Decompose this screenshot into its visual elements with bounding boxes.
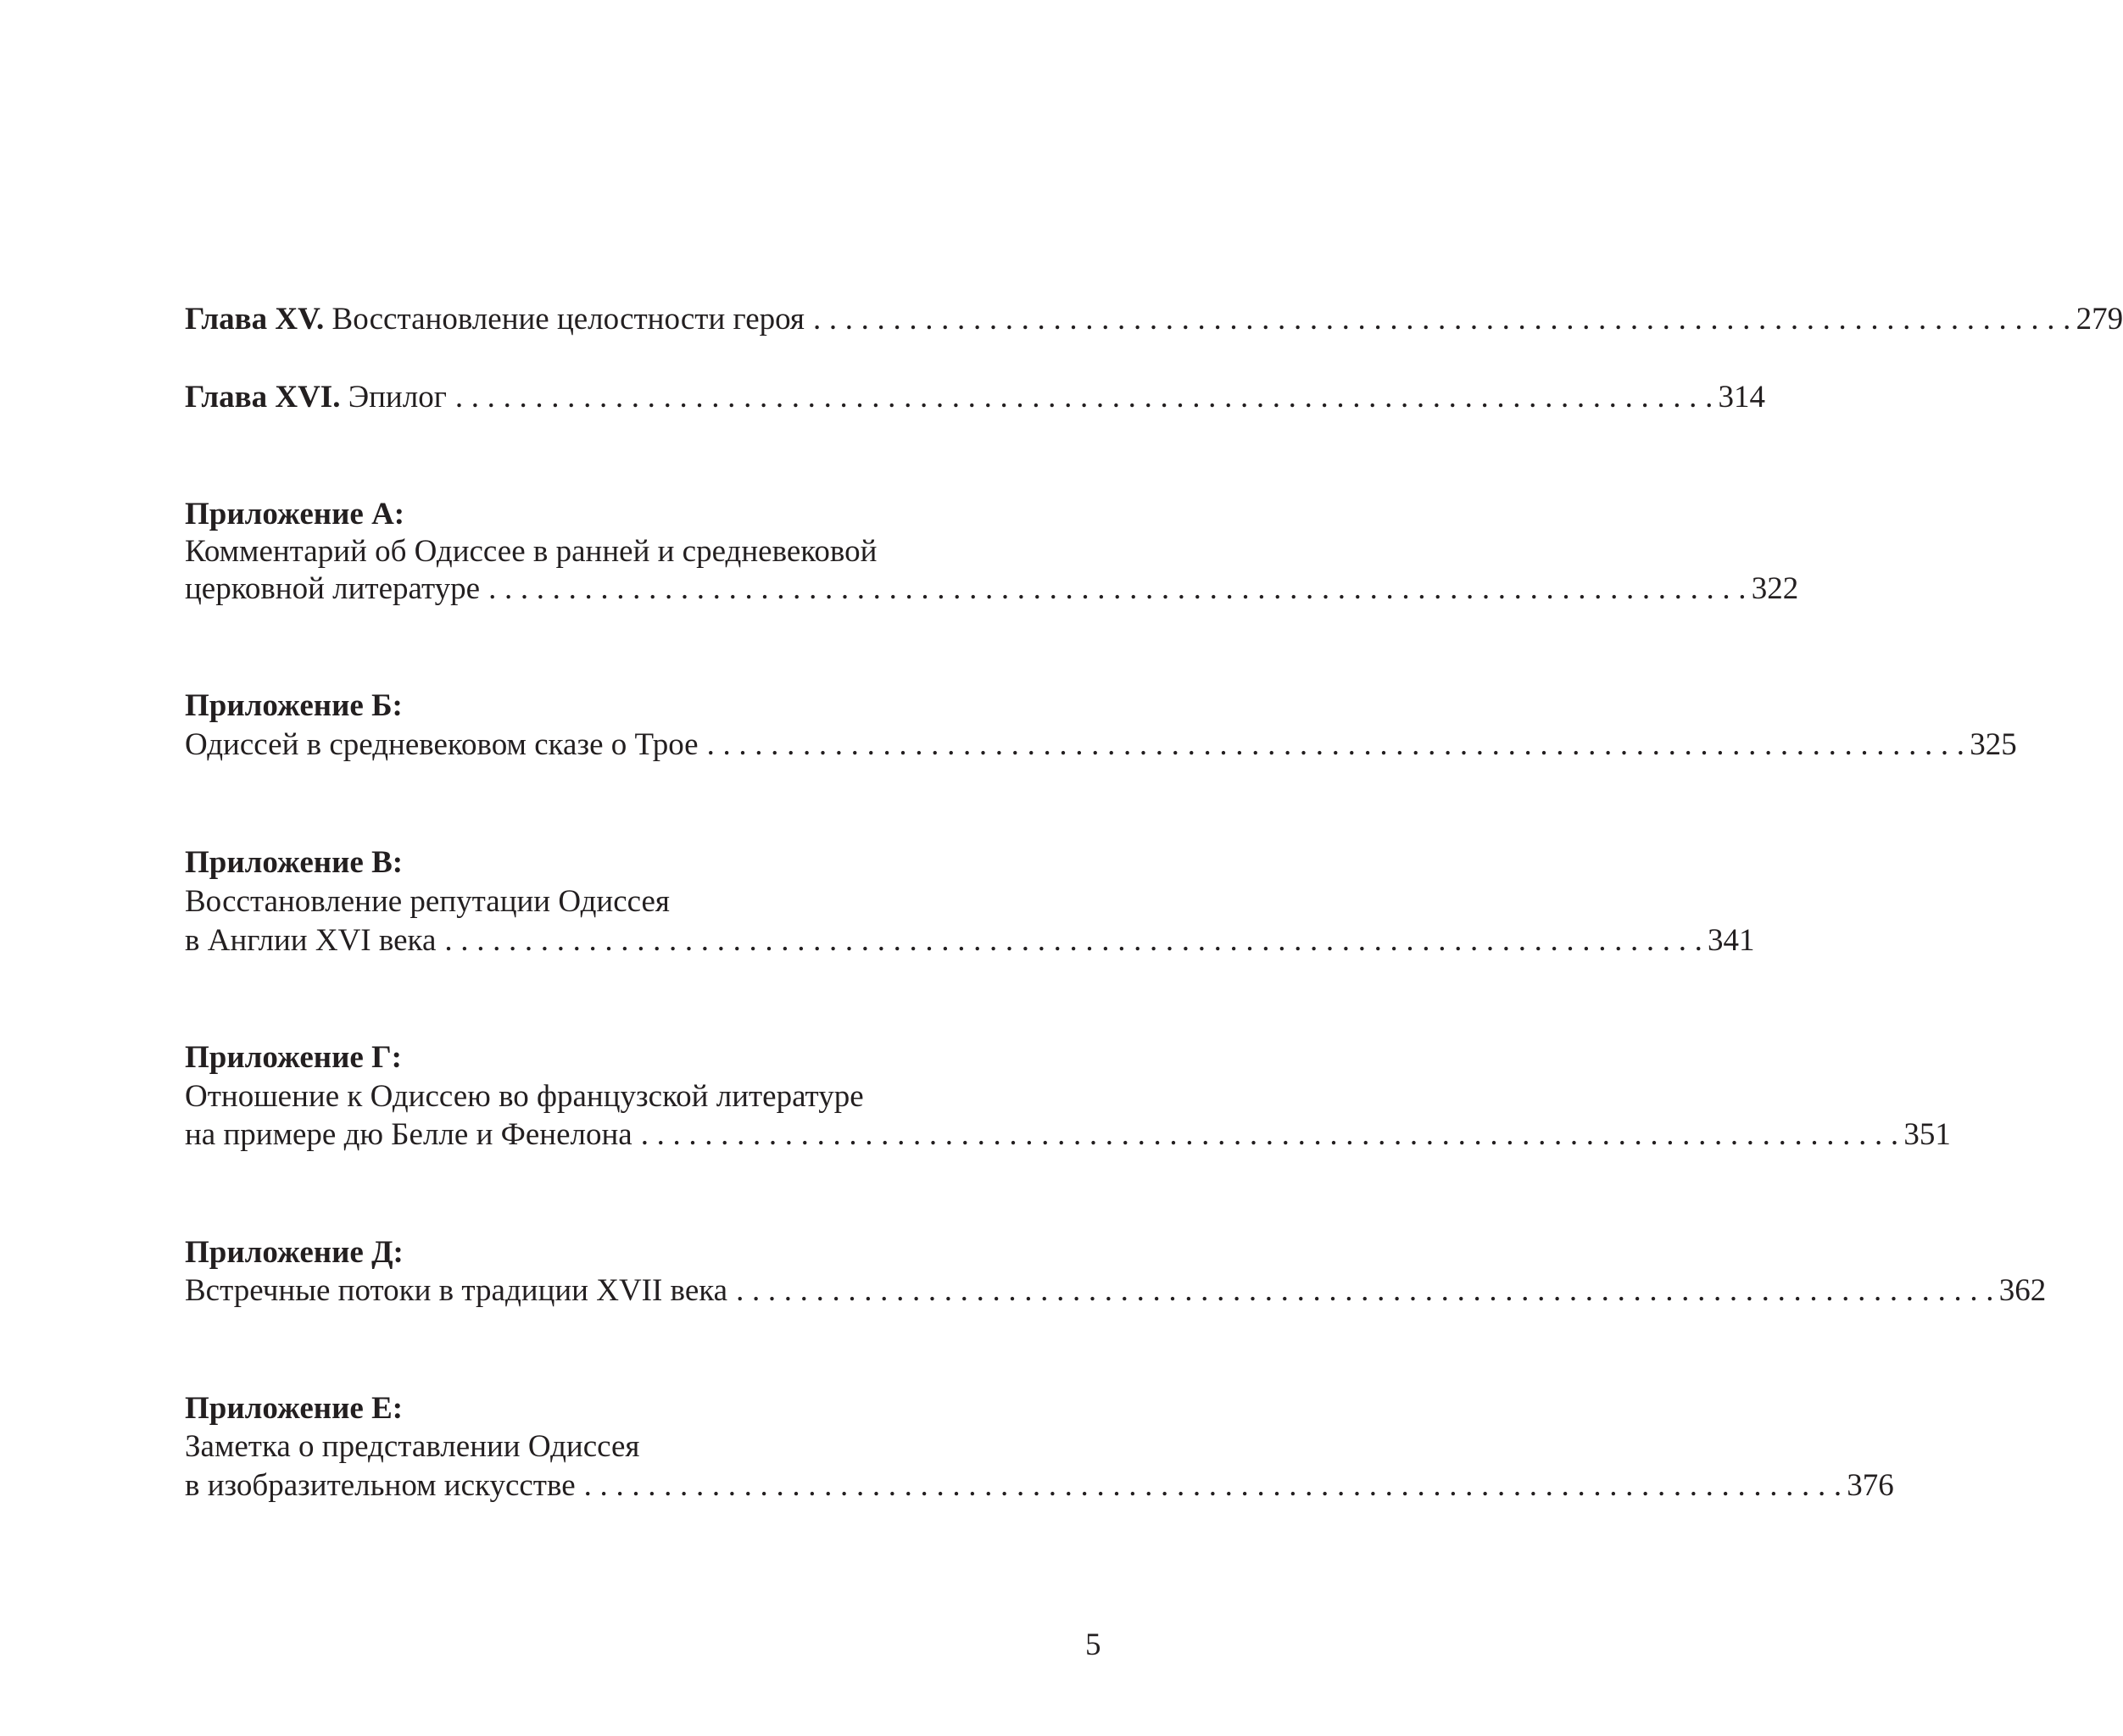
toc-entry-appendix-d-label: Приложение Д: xyxy=(185,1235,404,1270)
toc-entry-appendix-b[interactable] xyxy=(185,726,2017,765)
toc-entry-chapter-15[interactable] xyxy=(185,300,2123,339)
toc-entry-title: церковной литературе xyxy=(185,571,481,606)
toc-entry-chapter-16[interactable] xyxy=(185,378,1766,417)
toc-entry-title: Одиссей в средневековом сказе о Трое xyxy=(185,727,699,762)
toc-entry-appendix-e-title: Заметка о представлении Одиссея xyxy=(185,1429,640,1464)
toc-entry-page: 279 xyxy=(2076,302,2123,337)
toc-entry-appendix-e-label: Приложение Е: xyxy=(185,1391,404,1426)
toc-entry-page: 362 xyxy=(1998,1273,2047,1308)
dot-leader: . . . . . . . . . . . . . . . . . . . . . . . . . . . . . . . . . . . . . . . . . . . . . . . . . . . . . . . . . . . . . . . . . . . . . . . . . . . . . . . xyxy=(488,571,1747,606)
toc-entry-page: 322 xyxy=(1751,571,1799,606)
toc-entry-page: 341 xyxy=(1708,923,1755,958)
toc-entry-page: 325 xyxy=(1970,727,2017,762)
toc-entry-appendix-d[interactable] xyxy=(185,1271,2047,1310)
toc-entry-page: 376 xyxy=(1847,1468,1894,1503)
toc-entry-appendix-v[interactable] xyxy=(185,921,1755,960)
toc-entry-appendix-a-label: Приложение А: xyxy=(185,497,405,531)
dot-leader: . . . . . . . . . . . . . . . . . . . . . . . . . . . . . . . . . . . . . . . . . . . . . . . . . . . . . . . . . . . . . . . . . . . . . . . . . . . . . . . xyxy=(736,1273,1994,1308)
dot-leader: . . . . . . . . . . . . . . . . . . . . . . . . . . . . . . . . . . . . . . . . . . . . . . . . . . . . . . . . . . . . . . . . . . . . . . . . . . . . . . . xyxy=(812,302,2071,337)
toc-entry-title: Восстановление целостности героя xyxy=(332,302,805,337)
toc-entry-appendix-a-title: Комментарий об Одиссее в ранней и средневековой xyxy=(185,534,878,569)
toc-entry-title: в изобразительном искусстве xyxy=(185,1468,576,1503)
dot-leader: . . . . . . . . . . . . . . . . . . . . . . . . . . . . . . . . . . . . . . . . . . . . . . . . . . . . . . . . . . . . . . . . . . . . . . . . . . . . . . . xyxy=(444,923,1703,958)
toc-entry-page: 314 xyxy=(1718,380,1766,415)
toc-entry-title: Встречные потоки в традиции XVII века xyxy=(185,1273,728,1308)
toc-entry-label: Глава XVI. xyxy=(185,380,341,415)
dot-leader: . . . . . . . . . . . . . . . . . . . . . . . . . . . . . . . . . . . . . . . . . . . . . . . . . . . . . . . . . . . . . . . . . . . . . . . . . . . . . . . xyxy=(640,1117,1899,1152)
toc-entry-appendix-g-title: Отношение к Одиссею во французской литературе xyxy=(185,1079,864,1114)
toc-entry-appendix-b-label: Приложение Б: xyxy=(185,688,403,723)
toc-entry-appendix-v-label: Приложение В: xyxy=(185,845,404,880)
toc-entry-appendix-g[interactable] xyxy=(185,1116,1951,1155)
dot-leader: . . . . . . . . . . . . . . . . . . . . . . . . . . . . . . . . . . . . . . . . . . . . . . . . . . . . . . . . . . . . . . . . . . . . . . . . . . . . . . . xyxy=(583,1468,1842,1503)
toc-entry-title: на примере дю Белле и Фенелона xyxy=(185,1117,632,1152)
toc-entry-title: Эпилог xyxy=(348,380,447,415)
toc-entry-title: в Англии XVI века xyxy=(185,923,437,958)
dot-leader: . . . . . . . . . . . . . . . . . . . . . . . . . . . . . . . . . . . . . . . . . . . . . . . . . . . . . . . . . . . . . . . . . . . . . . . . . . . . . . . xyxy=(454,380,1713,415)
toc-entry-page: 351 xyxy=(1903,1117,1951,1152)
toc-entry-appendix-v-title: Восстановление репутации Одиссея xyxy=(185,884,670,919)
toc-entry-appendix-a[interactable] xyxy=(185,570,1799,609)
dot-leader: . . . . . . . . . . . . . . . . . . . . . . . . . . . . . . . . . . . . . . . . . . . . . . . . . . . . . . . . . . . . . . . . . . . . . . . . . . . . . . . xyxy=(706,727,1965,762)
page-number: 5 xyxy=(1085,1628,1101,1662)
toc-entry-appendix-g-label: Приложение Г: xyxy=(185,1040,402,1075)
toc-entry-appendix-e[interactable] xyxy=(185,1466,1894,1505)
toc-entry-label: Глава XV. xyxy=(185,302,325,337)
